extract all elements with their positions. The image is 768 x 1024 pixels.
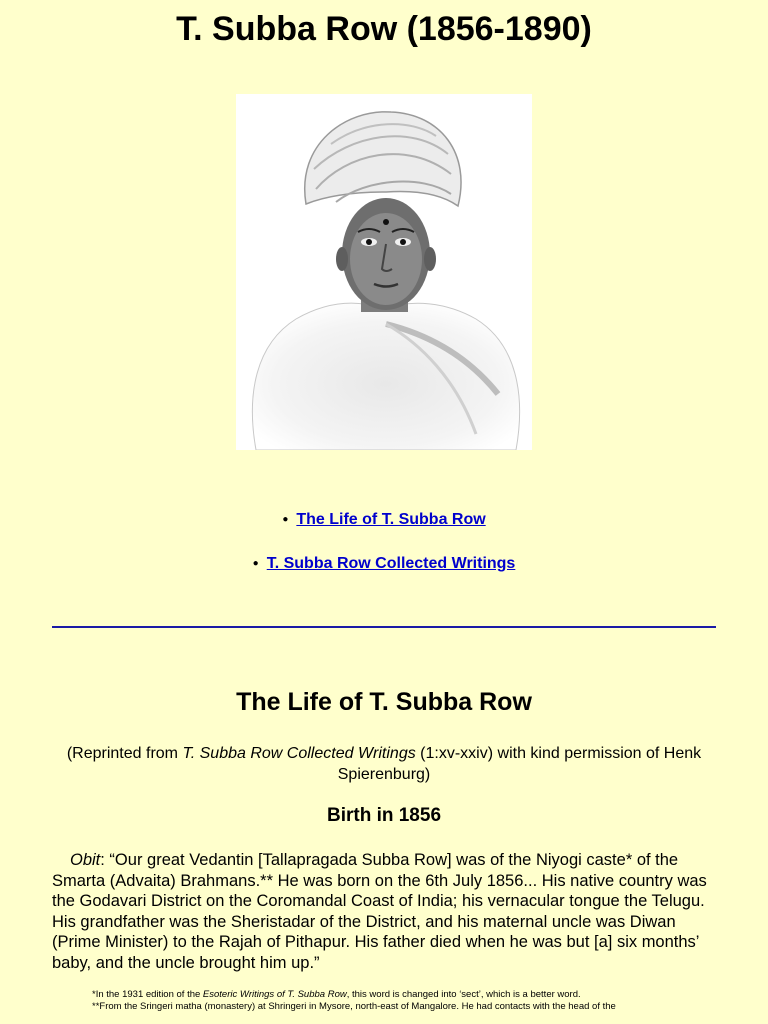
reprint-book-title: T. Subba Row Collected Writings — [182, 745, 416, 762]
list-item — [0, 554, 768, 598]
reprint-prefix: (Reprinted from — [66, 745, 183, 762]
section-title: The Life of T. Subba Row — [236, 688, 532, 716]
obit-label: Obit — [70, 851, 101, 869]
bullet-icon: ● — [252, 558, 259, 569]
footnote-1-suffix: , this word is changed into ‘sect’, which is a better word. — [346, 989, 581, 1000]
footnote-1 — [92, 989, 712, 1001]
link-life-of-subba-row[interactable]: The Life of T. Subba Row — [296, 511, 486, 529]
bullet-icon: ● — [282, 514, 289, 525]
footnotes — [92, 989, 712, 1013]
obit-text: : “Our great Vedantin [Tallapragada Subba Row] was of the Niyogi caste* of the Smarta (Advaita) Brahmans.** He was born on the 6th July 1856... His native country was the Godavari District on the Coromandal Coast of India; his vernacular tongue the Telugu. His grandfather was the Sheristadar of the District, and his maternal uncle was Diwan (Prime Minister) to the Rajah of Pithapur. His father died when he was but [a] six months’ baby, and the uncle brought him up.” — [52, 851, 707, 972]
portrait-image — [236, 94, 532, 450]
page-title: T. Subba Row (1856-1890) — [176, 10, 592, 48]
reprint-suffix: (1:xv-xxiv) with kind permission of Henk Spierenburg) — [337, 745, 702, 783]
footnote-1-prefix: *In the 1931 edition of the — [92, 989, 203, 1000]
link-list — [0, 510, 768, 598]
footnote-2: **From the Sringeri matha (monastery) at Shringeri in Mysore, north-east of Mangalore. He had contacts with the head of the — [92, 1001, 616, 1012]
obit-paragraph — [52, 850, 720, 973]
list-item — [0, 510, 768, 554]
footnote-1-title: Esoteric Writings of T. Subba Row — [202, 989, 347, 1000]
horizontal-divider — [52, 626, 716, 628]
reprint-note — [60, 743, 708, 785]
subheading-birth: Birth in 1856 — [326, 805, 442, 826]
link-collected-writings[interactable]: T. Subba Row Collected Writings — [266, 555, 516, 573]
